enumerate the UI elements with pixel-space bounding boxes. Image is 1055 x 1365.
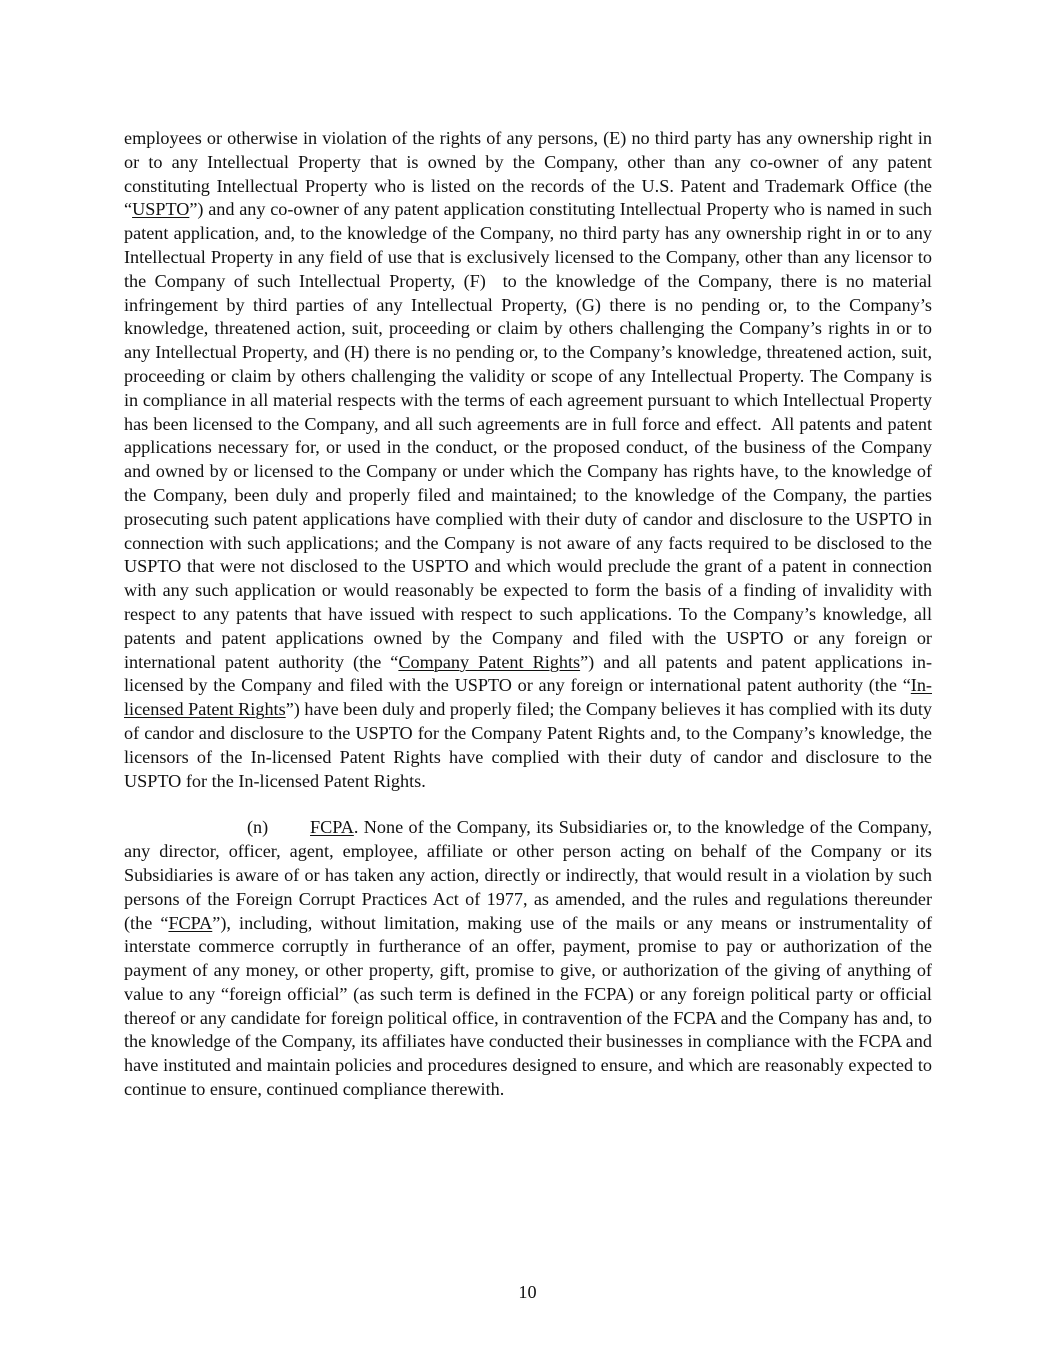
defined-term-uspto: USPTO (132, 199, 190, 220)
paragraph-m-continuation (124, 127, 932, 793)
paragraph-n-fcpa (124, 816, 932, 1102)
section-number: (n) (247, 817, 269, 838)
page-number: 10 (518, 1282, 537, 1302)
section-heading: FCPA (310, 817, 354, 838)
paragraph-text: ”) and all patents and patent applications in-licensed by the Company and filed with the USPTO or any foreign or international patent authority (the “ (124, 651, 932, 696)
defined-term-company-patent-rights: Company Patent Rights (398, 651, 581, 672)
defined-term-fcpa: FCPA (168, 912, 213, 933)
defined-term-inlicensed-patent-rights: In-licensed Patent Rights (124, 675, 932, 720)
paragraph-text: . None of the Company, its Subsidiaries or, to the knowledge of the Company, any director, officer, agent, employee, affiliate or other person acting on behalf of the Company or its Subsidiaries is aware of or has taken any action, directly or indirectly, that would result in a violation by such persons of the Foreign Corrupt Practices Act of 1977, as amended, and the rules and regulations thereunder (the “ (124, 817, 932, 933)
paragraph-text: ”), including, without limitation, making use of the mails or any means or instrumentality of interstate commerce corruptly in furtherance of an offer, payment, promise to pay or authorization of the payment of any money, or other property, gift, promise to give, or authorization of the giving of anything of value to any “foreign official” (as such term is defined in the FCPA) or any foreign political party or official thereof or any candidate for foreign political office, in contravention of the FCPA and the Company has and, to the knowledge of the Company, its affiliates have conducted their businesses in compliance with the FCPA and have instituted and maintain policies and procedures designed to ensure, and which are reasonably expected to continue to ensure, continued compliance therewith. (124, 912, 932, 1100)
document-body (124, 127, 932, 1102)
paragraph-text: employees or otherwise in violation of the rights of any persons, (E) no third party has any ownership right in or to any Intellectual Property that is owned by the Company, other than any co-owner of any patent constituting Intellectual Property who is listed on the records of the U.S. Patent and Trademark Office (the “ (124, 128, 932, 220)
paragraph-text: ”) and any co-owner of any patent application constituting Intellectual Property who is named in such patent application, and, to the knowledge of the Company, no third party has any ownership right in or to any Intellectual Property in any field of use that is exclusively licensed to the Company, other than any licensor to the Company of such Intellectual Property, (F) to the knowledge of the Company, there is no material infringement by third parties of any Intellectual Property, (G) there is no pending or, to the Company’s knowledge, threatened action, suit, proceeding or claim by others challenging the Company’s rights in or to any Intellectual Property, and (H) there is no pending or, to the Company’s knowledge, threatened action, suit, proceeding or claim by others challenging the validity or scope of any Intellectual Property. The Company is in compliance in all material respects with the terms of each agreement pursuant to which Intellectual Property has been licensed to the Company, and all such agreements are in full force and effect. All patents and patent applications necessary for, or used in the conduct, or the proposed conduct, of the business of the Company and owned by or licensed to the Company or under which the Company has rights have, to the knowledge of the Company, been duly and properly filed and maintained; to the knowledge of the Company, the parties prosecuting such patent applications have complied with their duty of candor and disclosure to the USPTO in connection with such applications; and the Company is not aware of any facts required to be disclosed to the USPTO that were not disclosed to the USPTO and which would preclude the grant of a patent in connection with any such application or would reasonably be expected to form the basis of a finding of invalidity with respect to any patents that have issued with respect to such applications. To the Company’s knowledge, all patents and patent applications owned by the Company and filed with the USPTO or any foreign or international patent authority (the “ (124, 199, 932, 672)
paragraph-text: ”) have been duly and properly filed; the Company believes it has complied with its duty of candor and disclosure to the USPTO for the Company Patent Rights and, to the Company’s knowledge, the licensors of the In-licensed Patent Rights have complied with their duty of candor and disclosure to the USPTO for the In-licensed Patent Rights. (124, 699, 932, 791)
